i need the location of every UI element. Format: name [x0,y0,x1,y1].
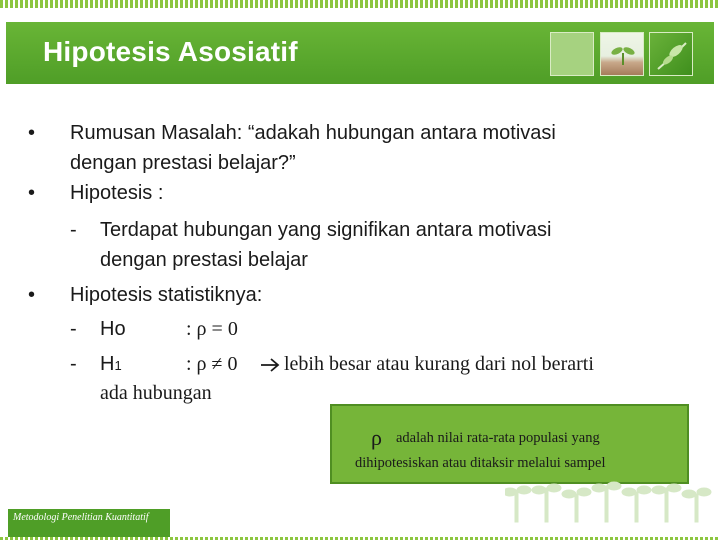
bullet-3: Hipotesis statistiknya: [70,284,263,306]
sub-bullet-line-1: Terdapat hubungan yang signifikan antara motivasi [100,219,552,241]
bullet-1-line-2: dengan prestasi belajar?” [70,152,296,174]
h1-expression: : ρ ≠ 0 [186,353,238,375]
dash-marker-2: - [70,318,77,340]
h0-expression: : ρ = 0 [186,318,238,340]
arrow-right-icon [260,358,280,372]
bullet-marker-2: • [28,182,36,204]
h0-label: Ho [100,318,126,340]
bullet-marker-1: • [28,122,36,144]
slide-title: Hipotesis Asosiatif [43,36,298,67]
h1-label: H1 [100,353,122,375]
bullet-2: Hipotesis : [70,182,164,204]
bullet-marker-3: • [28,284,36,306]
dash-marker-1: - [70,219,77,241]
plants-decoration [505,480,715,525]
definition-line-1: adalah nilai rata-rata populasi yang [396,430,600,446]
dash-marker-3: - [70,353,77,375]
sub-bullet-line-2: dengan prestasi belajar [100,249,308,271]
definition-symbol: ρ [371,425,382,450]
h1-description-line-2: ada hubungan [100,382,212,404]
h1-subscript: 1 [114,358,122,373]
h1-description: lebih besar atau kurang dari nol berarti [284,353,594,375]
bullet-1-line-1: Rumusan Masalah: “adakah hubungan antara motivasi [70,122,556,144]
footer-text: Metodologi Penelitian Kuantitatif [13,512,149,523]
definition-line-2: dihipotesiskan atau ditaksir melalui sampel [355,455,606,471]
